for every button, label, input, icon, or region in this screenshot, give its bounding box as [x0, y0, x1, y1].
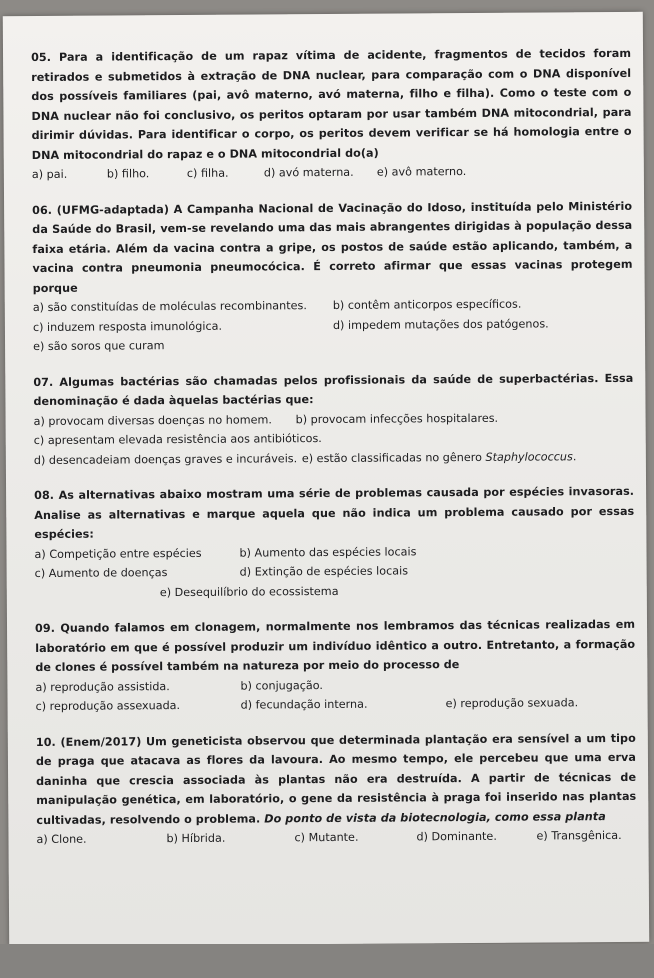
option-10-d: d) Dominante. — [416, 829, 497, 844]
option-05-a: a) pai. — [31, 167, 68, 182]
option-05-c: c) filha. — [186, 166, 229, 180]
question-10-options — [36, 826, 636, 850]
option-06-a: a) são constituídas de moléculas recombinantes. — [32, 299, 307, 315]
option-09-a: a) reprodução assistida. — [35, 679, 170, 694]
option-08-c: c) Aumento de doenças — [34, 566, 168, 581]
question-09-options — [35, 673, 635, 716]
option-10-e: e) Transgênica. — [536, 828, 622, 843]
question-10-stem — [36, 728, 637, 830]
option-06-b: b) contêm anticorpos específicos. — [332, 297, 522, 312]
option-07-c: c) apresentam elevada resistência aos antibióticos. — [33, 432, 322, 448]
option-07-d: d) desencadeiam doenças graves e incuráveis. — [33, 451, 298, 467]
option-10-b: b) Híbrida. — [166, 831, 226, 846]
question-09 — [35, 615, 636, 717]
question-07-stem: 07. Algumas bactérias são chamadas pelos profissionais da saúde de superbactérias. Essa denominação é dada àquelas bactérias que: — [33, 371, 634, 409]
option-10-c: c) Mutante. — [294, 830, 359, 845]
option-09-e: e) reprodução sexuada. — [445, 696, 579, 711]
option-07-e-period: . — [572, 449, 577, 463]
option-09-c: c) reprodução assexuada. — [35, 699, 181, 714]
option-06-d: d) impedem mutações dos patógenos. — [332, 316, 549, 332]
option-05-d: d) avó materna. — [263, 165, 354, 180]
option-08-e: e) Desequilíbrio do ecossistema — [159, 584, 339, 599]
question-05-stem: 05. Para a identificação de um rapaz vítima de acidente, fragmentos de tecidos foram retirados e submetidos à extração de DNA nuclear, para comparação com o DNA disponível dos possíveis familiares (pai, avô materno, avó materna, filho e filha). Como o teste com o DNA nuclear não foi conclusivo, os peritos optaram por usar também DNA mitocondrial, para dirimir dúvidas. Para identificar o corpo, os peritos devem verificar se há homologia entre o DNA mitocondrial do rapaz e o DNA mitocondrial do(a) — [31, 46, 632, 162]
option-08-d: d) Extinção de espécies locais — [239, 564, 409, 579]
question-06 — [32, 196, 633, 356]
question-06-stem: 06. (UFMG-adaptada) A Campanha Nacional de Vacinação do Idoso, instituída pelo Ministério da Saúde do Brasil, vem-se revelando uma das mais abrangentes dirigidas à população dessa faixa etária. Além da vacina contra a gripe, os postos de saúde estão aplicando, também, a vacina contra pneumonia pneumocócica. É correto afirmar que essas vacinas protegem porque — [32, 199, 633, 295]
option-10-a: a) Clone. — [36, 832, 87, 847]
option-05-e: e) avô materno. — [376, 165, 467, 179]
question-10-stem-italic: Do ponto de vista da biotecnologia, como essa planta — [264, 809, 606, 825]
question-10-stem-text: 10. (Enem/2017) Um geneticista observou que determinada plantação era sensível a um tipo de praga que atacava as flores da lavoura. Ao mesmo tempo, ele percebeu que uma erva daninha que crescia associada às plantas não era destruída. A partir de técnicas de manipulação genética, em laboratório, o gene da resistência à praga foi inserido nas plantas cultivadas, resolvendo o problema. — [35, 731, 637, 827]
exam-page — [31, 44, 637, 866]
option-07-a: a) provocam diversas doenças no homem. — [33, 412, 272, 428]
option-08-a: a) Competição entre espécies — [34, 546, 202, 561]
question-08-stem: 08. As alternativas abaixo mostram uma série de problemas causada por espécies invasoras. Analise as alternativas e marque aquela que não indica um problema causado por essas espécies: — [34, 484, 635, 542]
question-05-options — [32, 161, 632, 185]
option-07-e-genus: Staphylococcus — [485, 449, 573, 464]
question-06-options — [33, 294, 633, 357]
option-06-c: c) induzem resposta imunológica. — [32, 319, 223, 334]
question-10 — [36, 728, 637, 849]
option-07-e — [302, 447, 577, 468]
question-07-options — [34, 407, 634, 470]
question-09-stem: 09. Quando falamos em clonagem, normalmente nos lembramos das técnicas realizadas em laboratório em que é possível produzir um indivíduo idêntico a outro. Entretanto, a formação de clones é possível também na natureza por meio do processo de — [34, 617, 636, 675]
option-06-e: e) são soros que curam — [33, 339, 165, 354]
option-07-e-text: e) estão classificadas no gênero — [301, 450, 486, 465]
exam-sheet — [3, 12, 649, 946]
option-09-b: b) conjugação. — [240, 678, 323, 693]
option-09-d: d) fecundação interna. — [240, 697, 368, 712]
question-07 — [33, 368, 634, 470]
option-08-b: b) Aumento das espécies locais — [239, 544, 417, 560]
background-surface — [0, 944, 654, 978]
question-05 — [31, 44, 632, 185]
question-08-options — [34, 540, 634, 603]
question-08 — [34, 482, 635, 603]
option-05-b: b) filho. — [106, 167, 150, 181]
option-07-b: b) provocam infecções hospitalares. — [295, 411, 499, 426]
